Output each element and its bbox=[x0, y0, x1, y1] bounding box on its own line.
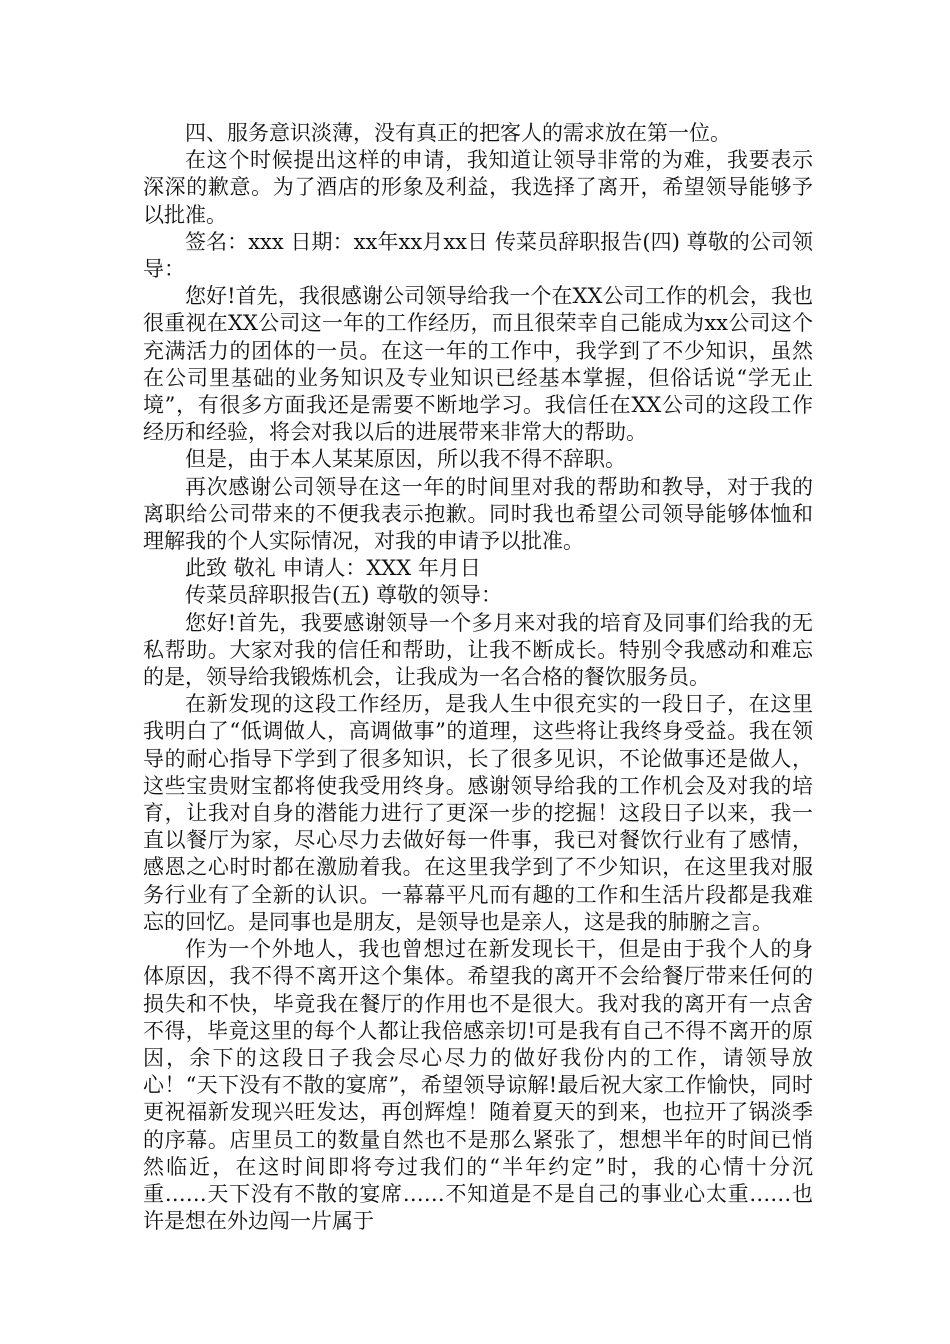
paragraph-work-experience: 在新发现的这段工作经历，是我人生中很充实的一段日子，在这里我明白了“低调做人，高调做事”的道理，这些将让我终身受益。我在领导的耐心指导下学到了很多知识，长了很多见识，不论做事还是做人，这些宝贵财宝都将使我受用终身。感谢领导给我的工作机会及对我的培育，让我对自身的潜能力进行了更深一步的挖掘！这段日子以来，我一直以餐厅为家，尽心尽力去做好每一件事，我已对餐饮行业有了感情，感恩之心时时都在激励着我。在这里我学到了不少知识，在这里我对服务行业有了全新的认识。一幕幕平凡而有趣的工作和生活片段都是我难忘的回忆。是同事也是朋友，是领导也是亲人，这是我的肺腑之言。 bbox=[143, 692, 813, 934]
paragraph-service-awareness: 四、服务意识淡薄，没有真正的把客人的需求放在第一位。 bbox=[185, 121, 731, 145]
paragraph-thanks-leader: 您好!首先，我要感谢领导一个多月来对我的培育及同事们给我的无私帮助。大家对我的信任和帮助，让我不断成长。特别令我感动和难忘的是，领导给我锻炼机会，让我成为一名合格的餐饮服务员。 bbox=[143, 610, 813, 690]
paragraph-thanks-again: 再次感谢公司领导在这一年的时间里对我的帮助和教导，对于我的离职给公司带来的不便我表示抱歉。同时我也希望公司领导能够体恤和理解我的个人实际情况，对我的申请予以批准。 bbox=[143, 474, 813, 554]
paragraph-leaving: 作为一个外地人，我也曾想过在新发现长干，但是由于我个人的身体原因，我不得不离开这个集体。希望我的离开不会给餐厅带来任何的损失和不快，毕竟我在餐厅的作用也不是很大。我对我的离开有一点舍不得，毕竟这里的每个人都让我倍感亲切!可是我有自己不得不离开的原因，余下的这段日子我会尽心尽力的做好我份内的工作，请领导放心！“天下没有不散的宴席”，希望领导谅解!最后祝大家工作愉快，同时更祝福新发现兴旺发达，再创辉煌！随着夏天的到来，也拉开了锅淡季的序幕。店里员工的数量自然也不是那么紧张了，想想半年的时间已悄然临近，在这时间即将夸过我们的“半年约定”时，我的心情十分沉重……天下没有不散的宴席……不知道是不是自己的事业心太重……也许是想在外边闯一片属于 bbox=[143, 937, 813, 1234]
paragraph-apology: 在这个时候提出这样的申请，我知道让领导非常的为难，我要表示深深的歉意。为了酒店的形象及利益，我选择了离开，希望领导能够予以批准。 bbox=[143, 148, 813, 227]
paragraph-report-five-heading: 传菜员辞职报告(五) 尊敬的领导： bbox=[185, 583, 503, 608]
paragraph-signature-and-report-four-heading: 签名：xxx 日期：xx年xx月xx日 传菜员辞职报告(四) 尊敬的公司领导： bbox=[143, 229, 813, 282]
paragraph-reason: 但是，由于本人某某原因，所以我不得不辞职。 bbox=[185, 447, 626, 472]
paragraph-thanks-company: 您好!首先，我很感谢公司领导给我一个在XX公司工作的机会，我也很重视在XX公司这一年的工作经历，而且很荣幸自己能成为xx公司这个充满活力的团体的一员。在这一年的工作中，我学到了不少知识，虽然在公司里基础的业务知识及专业知识已经基本掌握，但俗话说“学无止境”，有很多方面我还是需要不断地学习。我信任在XX公司的这段工作经历和经验，将会对我以后的进展带来非常大的帮助。 bbox=[143, 284, 813, 445]
document-body bbox=[143, 120, 813, 1235]
paragraph-closing: 此致 敬礼 申请人：XXX 年月日 bbox=[185, 556, 481, 581]
